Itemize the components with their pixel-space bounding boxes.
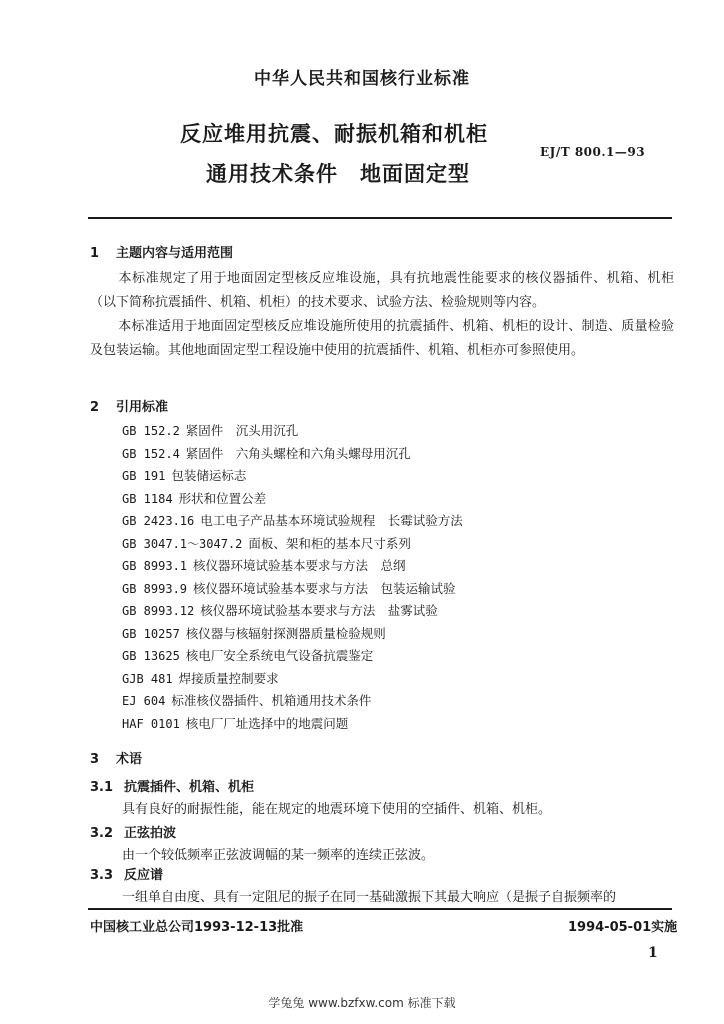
section-1-paragraph-2	[90, 315, 674, 363]
reference-item: GB 3047.1～3047.2 面板、架和柜的基本尺寸系列	[122, 535, 411, 551]
title-line-1: 反应堆用抗震、耐振机箱和机柜	[180, 122, 488, 146]
reference-item: HAF 0101 核电厂厂址选择中的地震问题	[122, 715, 349, 731]
section-2-heading	[90, 396, 168, 415]
standard-code: EJ/T 800.1—93	[540, 145, 646, 159]
term-3-3-definition: 一组单自由度、具有一定阻尼的振子在同一基础激振下其最大响应（是振子自振频率的	[122, 890, 617, 905]
reference-item: GB 1184 形状和位置公差	[122, 490, 267, 506]
page-number: 1	[648, 945, 658, 961]
section-title: 术语	[116, 752, 143, 767]
reference-item: GB 2423.16 电工电子产品基本环境试验规程 长霉试验方法	[122, 513, 463, 528]
reference-item: GJB 481 焊接质量控制要求	[122, 670, 279, 686]
paragraph-text: 本标准适用于地面固定型核反应堆设施所使用的抗震插件、机箱、机柜的设计、制造、质量检验及包装运输。其他地面固定型工程设施中使用的抗震插件、机箱、机柜亦可参照使用。	[90, 319, 674, 358]
section-number: 1	[90, 246, 100, 261]
term-3-1-definition: 具有良好的耐振性能，能在规定的地震环境下使用的空插件、机箱、机柜。	[122, 802, 552, 817]
section-1-paragraph-1	[90, 267, 674, 315]
term-3-1-heading: 3.1 抗震插件、机箱、机柜	[90, 780, 255, 795]
reference-item: GB 10257 核仪器与核辐射探测器质量检验规则	[122, 625, 386, 641]
standard-header: 中华人民共和国核行业标准	[254, 69, 470, 89]
section-number: 3	[90, 752, 100, 767]
reference-item: GB 152.4 紧固件 六角头螺栓和六角头螺母用沉孔	[122, 445, 411, 461]
section-title: 主题内容与适用范围	[116, 246, 234, 261]
section-title: 引用标准	[116, 400, 169, 415]
term-3-2-heading: 3.2 正弦拍波	[90, 826, 177, 841]
term-3-2-definition: 由一个较低频率正弦波调幅的某一频率的连续正弦波。	[122, 848, 435, 863]
reference-list	[122, 420, 463, 735]
term-3-3-heading: 3.3 反应谱	[90, 868, 164, 883]
reference-item: GB 191 包装储运标志	[122, 468, 247, 483]
reference-item: EJ 604 标准核仪器插件、机箱通用技术条件	[122, 693, 372, 708]
section-1-heading	[90, 242, 233, 261]
section-number: 2	[90, 400, 100, 415]
approval-text: 中国核工业总公司1993-12-13批准	[90, 920, 304, 935]
reference-item: GB 8993.1 核仪器环境试验基本要求与方法 总纲	[122, 558, 406, 573]
paragraph-text: 本标准规定了用于地面固定型核反应堆设施，具有抗地震性能要求的核仪器插件、机箱、机柜（以下简称抗震插件、机箱、机柜）的技术要求、试验方法、检验规则等内容。	[90, 271, 674, 310]
watermark: 学兔兔 www.bzfxw.com 标准下载	[268, 996, 456, 1010]
effective-date: 1994-05-01实施	[568, 920, 678, 935]
reference-item: GB 8993.12 核仪器环境试验基本要求与方法 盐雾试验	[122, 603, 438, 618]
top-rule	[88, 217, 672, 219]
section-3-heading	[90, 748, 142, 767]
title-line-2: 通用技术条件 地面固定型	[206, 162, 470, 186]
bottom-rule	[88, 908, 672, 910]
reference-item: GB 13625 核电厂安全系统电气设备抗震鉴定	[122, 648, 374, 663]
reference-item: GB 8993.9 核仪器环境试验基本要求与方法 包装运输试验	[122, 580, 456, 596]
reference-item: GB 152.2 紧固件 沉头用沉孔	[122, 423, 299, 438]
